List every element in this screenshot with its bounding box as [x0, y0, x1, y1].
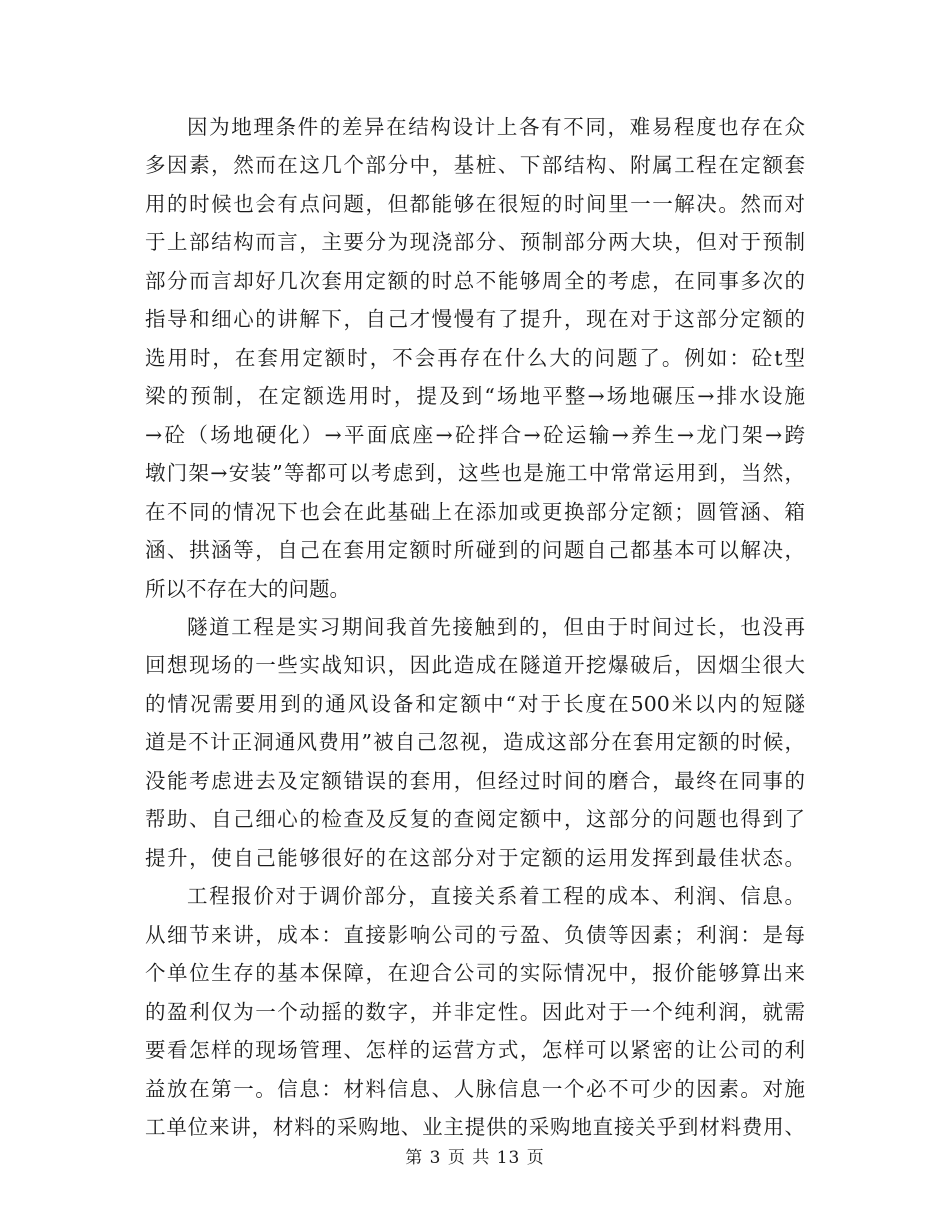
text-line: 多因素，然而在这几个部分中，基桩、下部结构、附属工程在定额套 — [145, 153, 805, 177]
text-line: 工单位来讲，材料的采购地、业主提供的采购地直接关乎到材料费用、 — [145, 1115, 805, 1139]
text-line: 个单位生存的基本保障，在迎合公司的实际情况中，报价能够算出来 — [145, 961, 805, 985]
text-line: 用的时候也会有点问题，但都能够在很短的时间里一一解决。然而对 — [145, 192, 805, 216]
text-line: 从细节来讲，成本：直接影响公司的亏盈、负债等因素；利润：是每 — [145, 923, 805, 947]
text-line: 没能考虑进去及定额错误的套用，但经过时间的磨合，最终在同事的 — [145, 769, 805, 793]
text-line: 涵、拱涵等，自己在套用定额时所碰到的问题自己都基本可以解决， — [145, 538, 805, 562]
text-line: 工程报价对于调价部分，直接关系着工程的成本、利润、信息。 — [187, 884, 805, 908]
text-line: 在不同的情况下也会在此基础上在添加或更换部分定额；圆管涵、箱 — [145, 500, 805, 524]
text-line: 回想现场的一些实战知识，因此造成在隧道开挖爆破后，因烟尘很大 — [145, 653, 805, 677]
text-line: 指导和细心的讲解下，自己才慢慢有了提升，现在对于这部分定额的 — [145, 307, 805, 331]
text-line: 道是不计正洞通风费用”被自己忽视，造成这部分在套用定额的时候， — [145, 730, 805, 754]
text-line: 的盈利仅为一个动摇的数字，并非定性。因此对于一个纯利润，就需 — [145, 1000, 805, 1024]
text-line: →砼（场地硬化）→平面底座→砼拌合→砼运输→养生→龙门架→跨 — [145, 423, 805, 447]
text-line: 因为地理条件的差异在结构设计上各有不同，难易程度也存在众 — [187, 115, 805, 139]
text-line: 的情况需要用到的通风设备和定额中“对于长度在500米以内的短隧 — [145, 692, 805, 716]
text-line: 帮助、自己细心的检查及反复的查阅定额中，这部分的问题也得到了 — [145, 807, 805, 831]
text-line: 墩门架→安装”等都可以考虑到，这些也是施工中常常运用到，当然， — [145, 461, 805, 485]
text-line: 梁的预制，在定额选用时，提及到“场地平整→场地碾压→排水设施 — [145, 384, 805, 408]
text-line: 隧道工程是实习期间我首先接触到的，但由于时间过长，也没再 — [187, 615, 805, 639]
text-line: 益放在第一。信息：材料信息、人脉信息一个必不可少的因素。对施 — [145, 1077, 805, 1101]
text-line: 所以不存在大的问题。 — [145, 577, 350, 601]
text-line: 要看怎样的现场管理、怎样的运营方式，怎样可以紧密的让公司的利 — [145, 1038, 805, 1062]
text-line: 部分而言却好几次套用定额的时总不能够周全的考虑，在同事多次的 — [145, 269, 805, 293]
page-number-footer: 第 3 页 共 13 页 — [405, 1148, 545, 1168]
text-line: 选用时，在套用定额时，不会再存在什么大的问题了。例如：砼t型 — [145, 346, 805, 370]
text-line: 于上部结构而言，主要分为现浇部分、预制部分两大块，但对于预制 — [145, 230, 805, 254]
text-line: 提升，使自己能够很好的在这部分对于定额的运用发挥到最佳状态。 — [145, 846, 805, 870]
